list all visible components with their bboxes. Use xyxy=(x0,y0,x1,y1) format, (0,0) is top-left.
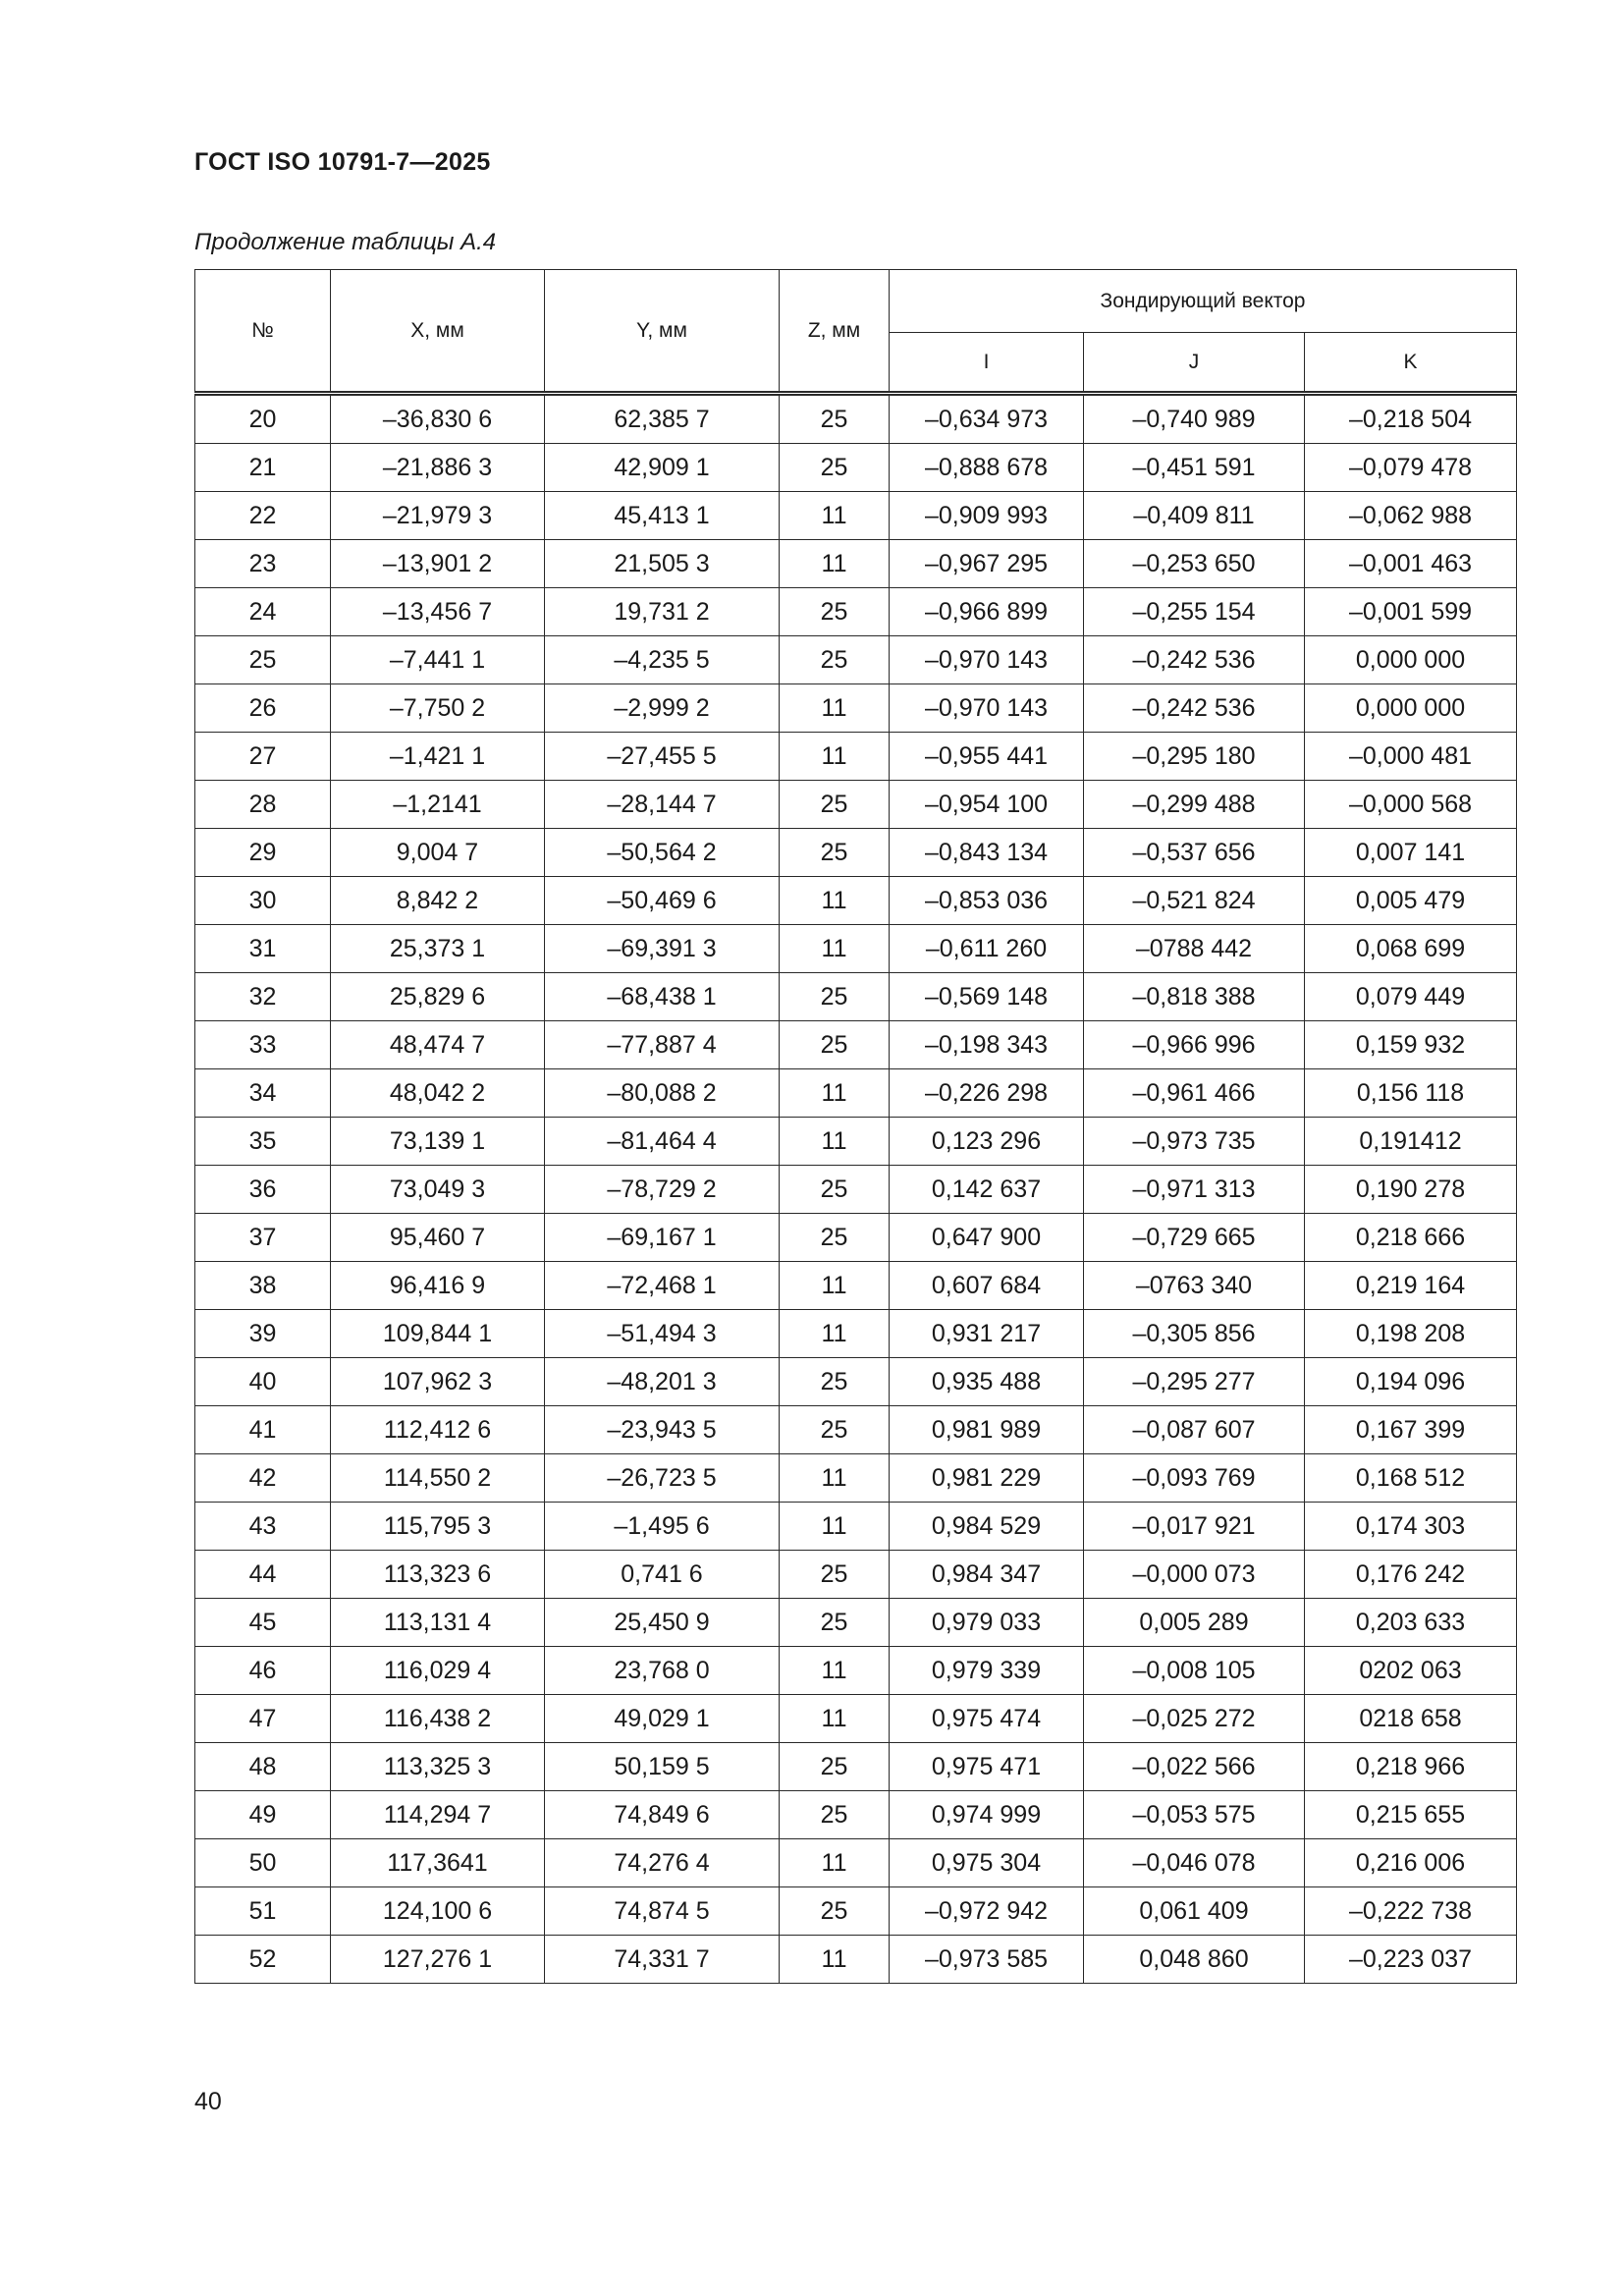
cell-k: –0,079 478 xyxy=(1305,444,1517,492)
cell-k: –0,218 504 xyxy=(1305,394,1517,444)
cell-y: –50,564 2 xyxy=(545,829,780,877)
cell-no: 47 xyxy=(195,1695,331,1743)
cell-no: 34 xyxy=(195,1069,331,1118)
cell-no: 24 xyxy=(195,588,331,636)
table-row xyxy=(195,1166,1517,1214)
cell-k: 0,194 096 xyxy=(1305,1358,1517,1406)
cell-z: 25 xyxy=(780,973,890,1021)
cell-i: 0,984 347 xyxy=(890,1551,1084,1599)
cell-k: 0,000 000 xyxy=(1305,684,1517,733)
cell-i: 0,984 529 xyxy=(890,1503,1084,1551)
cell-y: 62,385 7 xyxy=(545,394,780,444)
column-header-x: X, мм xyxy=(331,270,545,394)
cell-j: –0788 442 xyxy=(1084,925,1305,973)
cell-j: –0,025 272 xyxy=(1084,1695,1305,1743)
cell-x: –1,421 1 xyxy=(331,733,545,781)
cell-z: 11 xyxy=(780,877,890,925)
cell-j: –0,961 466 xyxy=(1084,1069,1305,1118)
cell-k: –0,001 599 xyxy=(1305,588,1517,636)
cell-no: 40 xyxy=(195,1358,331,1406)
cell-no: 45 xyxy=(195,1599,331,1647)
column-header-z: Z, мм xyxy=(780,270,890,394)
cell-i: 0,607 684 xyxy=(890,1262,1084,1310)
cell-x: 116,438 2 xyxy=(331,1695,545,1743)
cell-k: 0218 658 xyxy=(1305,1695,1517,1743)
cell-j: –0,242 536 xyxy=(1084,636,1305,684)
cell-no: 22 xyxy=(195,492,331,540)
cell-i: –0,843 134 xyxy=(890,829,1084,877)
cell-j: –0,008 105 xyxy=(1084,1647,1305,1695)
cell-k: 0,168 512 xyxy=(1305,1454,1517,1503)
cell-no: 50 xyxy=(195,1839,331,1887)
cell-no: 27 xyxy=(195,733,331,781)
cell-no: 38 xyxy=(195,1262,331,1310)
cell-z: 11 xyxy=(780,684,890,733)
table-row xyxy=(195,1647,1517,1695)
cell-z: 11 xyxy=(780,925,890,973)
table-row xyxy=(195,492,1517,540)
cell-y: 25,450 9 xyxy=(545,1599,780,1647)
cell-j: –0,255 154 xyxy=(1084,588,1305,636)
cell-x: 127,276 1 xyxy=(331,1936,545,1984)
table-row xyxy=(195,1310,1517,1358)
cell-z: 25 xyxy=(780,444,890,492)
cell-j: –0,973 735 xyxy=(1084,1118,1305,1166)
cell-j: –0,818 388 xyxy=(1084,973,1305,1021)
cell-z: 25 xyxy=(780,1599,890,1647)
cell-j: 0,048 860 xyxy=(1084,1936,1305,1984)
cell-i: 0,647 900 xyxy=(890,1214,1084,1262)
document-header: ГОСТ ISO 10791-7—2025 xyxy=(194,148,491,176)
cell-k: –0,000 481 xyxy=(1305,733,1517,781)
cell-y: –81,464 4 xyxy=(545,1118,780,1166)
cell-no: 31 xyxy=(195,925,331,973)
table-row xyxy=(195,394,1517,444)
cell-x: 109,844 1 xyxy=(331,1310,545,1358)
cell-k: –0,000 568 xyxy=(1305,781,1517,829)
cell-k: 0,218 966 xyxy=(1305,1743,1517,1791)
cell-j: –0,409 811 xyxy=(1084,492,1305,540)
table-row xyxy=(195,781,1517,829)
cell-k: 0,000 000 xyxy=(1305,636,1517,684)
cell-j: –0,022 566 xyxy=(1084,1743,1305,1791)
cell-y: –48,201 3 xyxy=(545,1358,780,1406)
cell-no: 39 xyxy=(195,1310,331,1358)
cell-z: 11 xyxy=(780,1069,890,1118)
cell-y: –72,468 1 xyxy=(545,1262,780,1310)
cell-i: 0,935 488 xyxy=(890,1358,1084,1406)
table-row xyxy=(195,1118,1517,1166)
cell-j: –0,295 277 xyxy=(1084,1358,1305,1406)
cell-i: –0,966 899 xyxy=(890,588,1084,636)
cell-z: 25 xyxy=(780,1743,890,1791)
cell-i: 0,979 033 xyxy=(890,1599,1084,1647)
cell-z: 11 xyxy=(780,540,890,588)
cell-k: 0,159 932 xyxy=(1305,1021,1517,1069)
cell-z: 25 xyxy=(780,1887,890,1936)
table-row xyxy=(195,1936,1517,1984)
column-header-i: I xyxy=(890,333,1084,394)
table-row xyxy=(195,1599,1517,1647)
cell-y: –23,943 5 xyxy=(545,1406,780,1454)
cell-j: –0,299 488 xyxy=(1084,781,1305,829)
cell-x: 124,100 6 xyxy=(331,1887,545,1936)
column-group-header-probe-vector: Зондирующий вектор xyxy=(890,270,1517,333)
cell-no: 43 xyxy=(195,1503,331,1551)
cell-i: 0,975 474 xyxy=(890,1695,1084,1743)
cell-no: 37 xyxy=(195,1214,331,1262)
cell-no: 33 xyxy=(195,1021,331,1069)
cell-z: 11 xyxy=(780,1936,890,1984)
cell-k: 0,174 303 xyxy=(1305,1503,1517,1551)
cell-x: 116,029 4 xyxy=(331,1647,545,1695)
cell-y: 19,731 2 xyxy=(545,588,780,636)
table-row xyxy=(195,1214,1517,1262)
table-row xyxy=(195,444,1517,492)
cell-no: 44 xyxy=(195,1551,331,1599)
cell-z: 25 xyxy=(780,1214,890,1262)
cell-z: 11 xyxy=(780,492,890,540)
page-number: 40 xyxy=(194,2088,222,2115)
table-row xyxy=(195,1262,1517,1310)
cell-k: 0202 063 xyxy=(1305,1647,1517,1695)
cell-x: –21,979 3 xyxy=(331,492,545,540)
cell-j: 0,005 289 xyxy=(1084,1599,1305,1647)
cell-k: –0,062 988 xyxy=(1305,492,1517,540)
cell-z: 11 xyxy=(780,1310,890,1358)
cell-z: 25 xyxy=(780,1166,890,1214)
cell-no: 29 xyxy=(195,829,331,877)
cell-i: 0,123 296 xyxy=(890,1118,1084,1166)
cell-y: –78,729 2 xyxy=(545,1166,780,1214)
cell-i: –0,972 942 xyxy=(890,1887,1084,1936)
cell-k: 0,216 006 xyxy=(1305,1839,1517,1887)
column-header-k: K xyxy=(1305,333,1517,394)
cell-z: 25 xyxy=(780,394,890,444)
cell-y: 74,849 6 xyxy=(545,1791,780,1839)
cell-j: –0,971 313 xyxy=(1084,1166,1305,1214)
cell-k: 0,068 699 xyxy=(1305,925,1517,973)
cell-k: 0,176 242 xyxy=(1305,1551,1517,1599)
column-header-no: № xyxy=(195,270,331,394)
table-row xyxy=(195,1551,1517,1599)
table-row xyxy=(195,1406,1517,1454)
cell-no: 52 xyxy=(195,1936,331,1984)
cell-i: –0,226 298 xyxy=(890,1069,1084,1118)
cell-j: –0,093 769 xyxy=(1084,1454,1305,1503)
cell-k: 0,007 141 xyxy=(1305,829,1517,877)
cell-i: 0,931 217 xyxy=(890,1310,1084,1358)
cell-i: 0,975 471 xyxy=(890,1743,1084,1791)
cell-y: 74,276 4 xyxy=(545,1839,780,1887)
table-row xyxy=(195,1358,1517,1406)
cell-no: 26 xyxy=(195,684,331,733)
cell-x: –21,886 3 xyxy=(331,444,545,492)
cell-i: –0,853 036 xyxy=(890,877,1084,925)
cell-no: 32 xyxy=(195,973,331,1021)
cell-z: 25 xyxy=(780,1406,890,1454)
cell-z: 11 xyxy=(780,733,890,781)
cell-j: –0763 340 xyxy=(1084,1262,1305,1310)
cell-x: 96,416 9 xyxy=(331,1262,545,1310)
table-header xyxy=(195,270,1517,394)
cell-x: –7,441 1 xyxy=(331,636,545,684)
cell-x: –13,901 2 xyxy=(331,540,545,588)
cell-no: 20 xyxy=(195,394,331,444)
cell-z: 11 xyxy=(780,1647,890,1695)
cell-y: 21,505 3 xyxy=(545,540,780,588)
cell-x: 73,139 1 xyxy=(331,1118,545,1166)
cell-i: 0,979 339 xyxy=(890,1647,1084,1695)
cell-x: –7,750 2 xyxy=(331,684,545,733)
cell-z: 25 xyxy=(780,781,890,829)
table-row xyxy=(195,540,1517,588)
cell-j: –0,000 073 xyxy=(1084,1551,1305,1599)
cell-no: 23 xyxy=(195,540,331,588)
cell-y: –27,455 5 xyxy=(545,733,780,781)
cell-j: –0,253 650 xyxy=(1084,540,1305,588)
cell-x: 25,829 6 xyxy=(331,973,545,1021)
table-row xyxy=(195,1454,1517,1503)
cell-y: 50,159 5 xyxy=(545,1743,780,1791)
cell-i: –0,909 993 xyxy=(890,492,1084,540)
cell-i: –0,970 143 xyxy=(890,684,1084,733)
table-row xyxy=(195,1839,1517,1887)
cell-x: 113,325 3 xyxy=(331,1743,545,1791)
table-row xyxy=(195,1069,1517,1118)
cell-y: 74,331 7 xyxy=(545,1936,780,1984)
probe-points-table xyxy=(194,269,1517,1984)
cell-x: 73,049 3 xyxy=(331,1166,545,1214)
cell-z: 25 xyxy=(780,588,890,636)
cell-j: –0,740 989 xyxy=(1084,394,1305,444)
cell-no: 35 xyxy=(195,1118,331,1166)
cell-k: 0,198 208 xyxy=(1305,1310,1517,1358)
cell-y: –69,391 3 xyxy=(545,925,780,973)
table-row xyxy=(195,684,1517,733)
column-header-y: Y, мм xyxy=(545,270,780,394)
cell-k: 0,219 164 xyxy=(1305,1262,1517,1310)
cell-y: 45,413 1 xyxy=(545,492,780,540)
cell-i: –0,634 973 xyxy=(890,394,1084,444)
cell-k: 0,190 278 xyxy=(1305,1166,1517,1214)
cell-y: 23,768 0 xyxy=(545,1647,780,1695)
cell-no: 21 xyxy=(195,444,331,492)
cell-k: 0,203 633 xyxy=(1305,1599,1517,1647)
cell-i: 0,981 229 xyxy=(890,1454,1084,1503)
cell-x: 95,460 7 xyxy=(331,1214,545,1262)
cell-j: –0,305 856 xyxy=(1084,1310,1305,1358)
cell-y: –26,723 5 xyxy=(545,1454,780,1503)
cell-i: –0,198 343 xyxy=(890,1021,1084,1069)
cell-k: –0,222 738 xyxy=(1305,1887,1517,1936)
cell-z: 11 xyxy=(780,1454,890,1503)
cell-y: –4,235 5 xyxy=(545,636,780,684)
cell-z: 11 xyxy=(780,1695,890,1743)
cell-y: 74,874 5 xyxy=(545,1887,780,1936)
cell-no: 49 xyxy=(195,1791,331,1839)
cell-y: 42,909 1 xyxy=(545,444,780,492)
cell-y: –80,088 2 xyxy=(545,1069,780,1118)
cell-no: 30 xyxy=(195,877,331,925)
cell-j: –0,966 996 xyxy=(1084,1021,1305,1069)
cell-y: –68,438 1 xyxy=(545,973,780,1021)
cell-k: 0,218 666 xyxy=(1305,1214,1517,1262)
cell-k: –0,001 463 xyxy=(1305,540,1517,588)
cell-k: 0,156 118 xyxy=(1305,1069,1517,1118)
cell-y: 0,741 6 xyxy=(545,1551,780,1599)
cell-x: 113,323 6 xyxy=(331,1551,545,1599)
cell-no: 46 xyxy=(195,1647,331,1695)
cell-z: 11 xyxy=(780,1503,890,1551)
cell-x: 25,373 1 xyxy=(331,925,545,973)
cell-x: 113,131 4 xyxy=(331,1599,545,1647)
cell-no: 36 xyxy=(195,1166,331,1214)
cell-i: 0,142 637 xyxy=(890,1166,1084,1214)
cell-y: –2,999 2 xyxy=(545,684,780,733)
cell-j: –0,537 656 xyxy=(1084,829,1305,877)
cell-j: –0,046 078 xyxy=(1084,1839,1305,1887)
cell-no: 41 xyxy=(195,1406,331,1454)
table-body xyxy=(195,394,1517,1984)
cell-i: –0,973 585 xyxy=(890,1936,1084,1984)
cell-x: 112,412 6 xyxy=(331,1406,545,1454)
cell-x: 8,842 2 xyxy=(331,877,545,925)
cell-j: –0,729 665 xyxy=(1084,1214,1305,1262)
cell-no: 28 xyxy=(195,781,331,829)
table-caption: Продолжение таблицы А.4 xyxy=(194,229,497,255)
cell-x: 107,962 3 xyxy=(331,1358,545,1406)
table-row xyxy=(195,588,1517,636)
table-row xyxy=(195,636,1517,684)
cell-x: 117,3641 xyxy=(331,1839,545,1887)
table-row xyxy=(195,1791,1517,1839)
cell-k: 0,079 449 xyxy=(1305,973,1517,1021)
cell-y: –51,494 3 xyxy=(545,1310,780,1358)
cell-z: 11 xyxy=(780,1118,890,1166)
cell-y: –50,469 6 xyxy=(545,877,780,925)
cell-x: 48,042 2 xyxy=(331,1069,545,1118)
cell-z: 25 xyxy=(780,1358,890,1406)
cell-i: –0,967 295 xyxy=(890,540,1084,588)
cell-i: 0,975 304 xyxy=(890,1839,1084,1887)
cell-z: 11 xyxy=(780,1839,890,1887)
cell-no: 42 xyxy=(195,1454,331,1503)
cell-j: –0,242 536 xyxy=(1084,684,1305,733)
cell-i: –0,954 100 xyxy=(890,781,1084,829)
cell-i: –0,888 678 xyxy=(890,444,1084,492)
cell-z: 25 xyxy=(780,636,890,684)
cell-y: –69,167 1 xyxy=(545,1214,780,1262)
table-row xyxy=(195,1503,1517,1551)
cell-i: 0,981 989 xyxy=(890,1406,1084,1454)
table-row xyxy=(195,877,1517,925)
table-row xyxy=(195,829,1517,877)
cell-x: –1,2141 xyxy=(331,781,545,829)
table-row xyxy=(195,733,1517,781)
table-row xyxy=(195,1887,1517,1936)
cell-i: 0,974 999 xyxy=(890,1791,1084,1839)
cell-j: –0,087 607 xyxy=(1084,1406,1305,1454)
table-row xyxy=(195,925,1517,973)
table-row xyxy=(195,1743,1517,1791)
cell-k: 0,167 399 xyxy=(1305,1406,1517,1454)
cell-k: 0,005 479 xyxy=(1305,877,1517,925)
cell-i: –0,611 260 xyxy=(890,925,1084,973)
cell-j: –0,053 575 xyxy=(1084,1791,1305,1839)
cell-no: 51 xyxy=(195,1887,331,1936)
cell-z: 25 xyxy=(780,1021,890,1069)
cell-no: 48 xyxy=(195,1743,331,1791)
cell-x: –36,830 6 xyxy=(331,394,545,444)
cell-z: 25 xyxy=(780,1791,890,1839)
cell-i: –0,569 148 xyxy=(890,973,1084,1021)
cell-z: 25 xyxy=(780,1551,890,1599)
cell-z: 25 xyxy=(780,829,890,877)
cell-k: –0,223 037 xyxy=(1305,1936,1517,1984)
table-row xyxy=(195,973,1517,1021)
cell-x: 115,795 3 xyxy=(331,1503,545,1551)
cell-i: –0,970 143 xyxy=(890,636,1084,684)
cell-x: 114,550 2 xyxy=(331,1454,545,1503)
cell-k: 0,191412 xyxy=(1305,1118,1517,1166)
cell-y: –77,887 4 xyxy=(545,1021,780,1069)
cell-j: –0,451 591 xyxy=(1084,444,1305,492)
cell-i: –0,955 441 xyxy=(890,733,1084,781)
cell-y: 49,029 1 xyxy=(545,1695,780,1743)
cell-x: –13,456 7 xyxy=(331,588,545,636)
cell-j: –0,295 180 xyxy=(1084,733,1305,781)
cell-x: 48,474 7 xyxy=(331,1021,545,1069)
cell-j: –0,017 921 xyxy=(1084,1503,1305,1551)
cell-no: 25 xyxy=(195,636,331,684)
table-row xyxy=(195,1021,1517,1069)
table-row xyxy=(195,1695,1517,1743)
cell-j: –0,521 824 xyxy=(1084,877,1305,925)
cell-y: –1,495 6 xyxy=(545,1503,780,1551)
cell-k: 0,215 655 xyxy=(1305,1791,1517,1839)
cell-x: 9,004 7 xyxy=(331,829,545,877)
cell-z: 11 xyxy=(780,1262,890,1310)
cell-x: 114,294 7 xyxy=(331,1791,545,1839)
column-header-j: J xyxy=(1084,333,1305,394)
cell-j: 0,061 409 xyxy=(1084,1887,1305,1936)
cell-y: –28,144 7 xyxy=(545,781,780,829)
